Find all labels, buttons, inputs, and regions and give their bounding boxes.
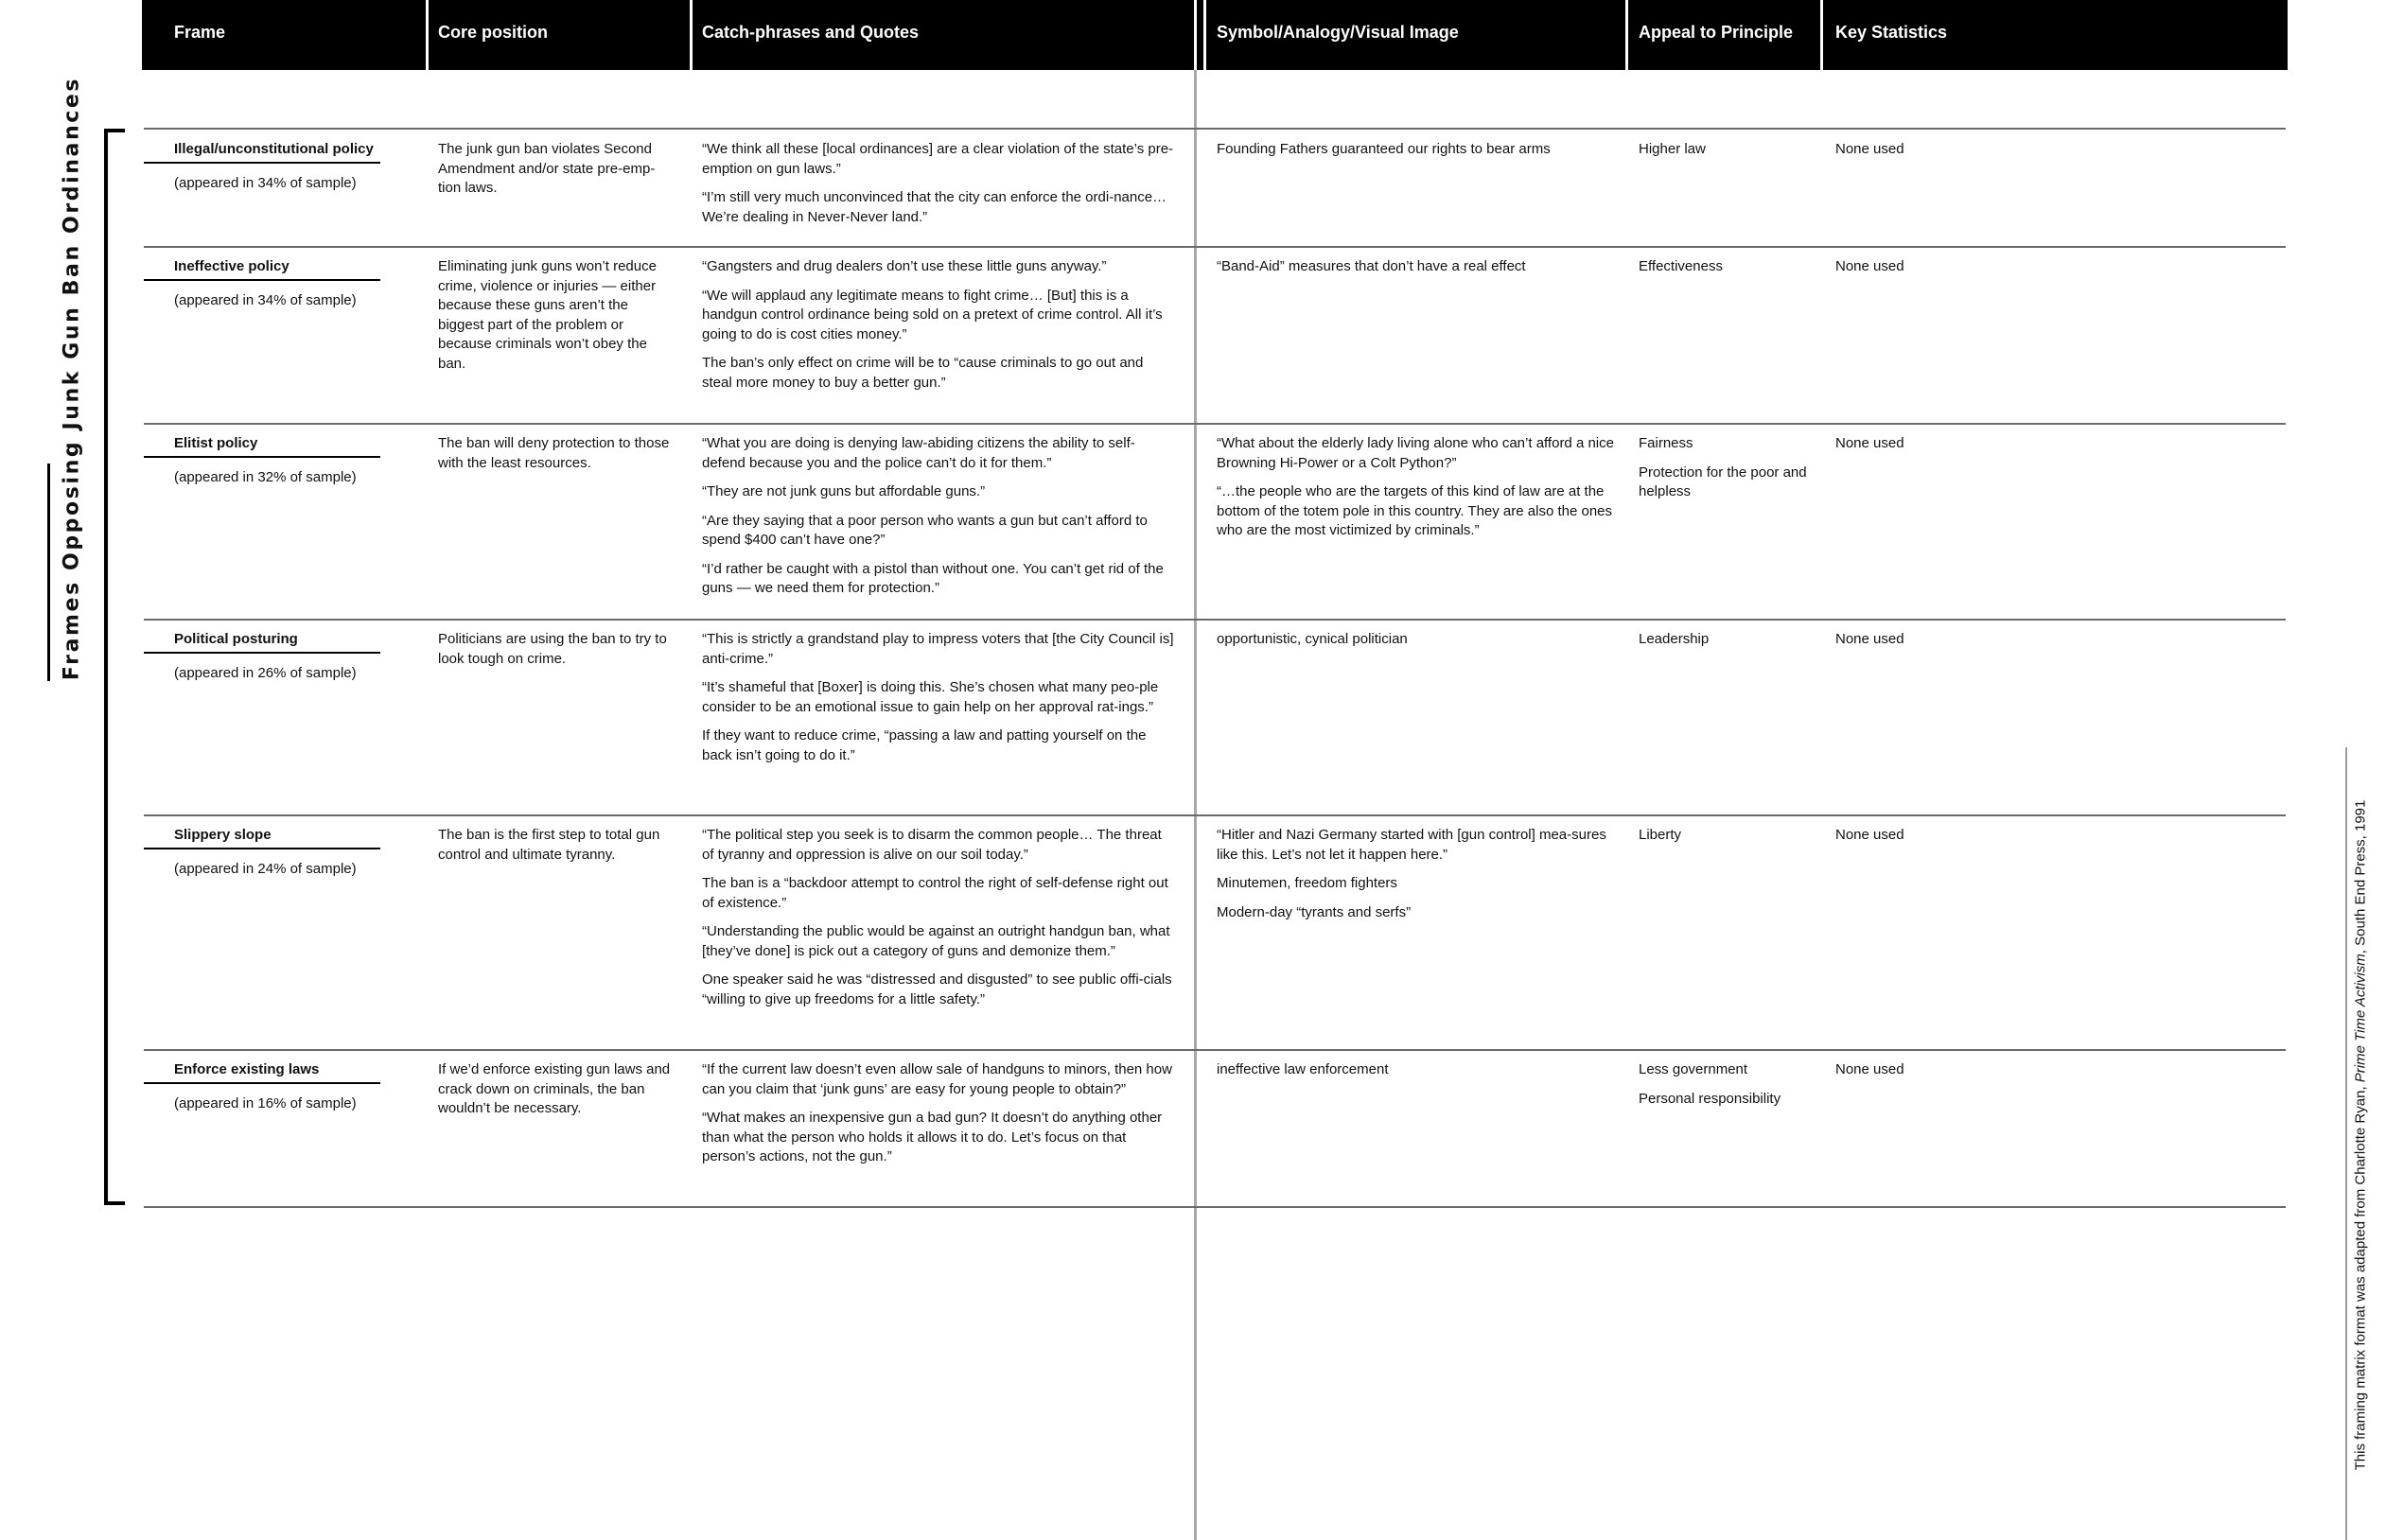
core-position-cell xyxy=(438,1060,673,1129)
symbol-item: Founding Fathers guaranteed our rights to bear arms xyxy=(1217,141,1551,157)
header-frame: Frame xyxy=(174,23,226,42)
symbol-item: “Band-Aid” measures that don’t have a real effect xyxy=(1217,258,1526,274)
frame-name: Ineffective policy xyxy=(174,258,289,274)
symbol-item: “…the people who are the targets of this kind of law are at the bottom of the totem pole in this country. They are also the ones who are the most victimized by criminals.” xyxy=(1217,483,1613,538)
symbol-item: “What about the elderly lady living alone who can’t afford a nice Browning Hi-Power or a Colt Python?” xyxy=(1217,435,1614,471)
core-position-cell xyxy=(438,630,673,678)
frame-name: Illegal/unconstitutional policy xyxy=(174,141,374,157)
statistics-cell xyxy=(1835,257,2025,287)
statistics-cell xyxy=(1835,434,2025,464)
header-principle: Appeal to Principle xyxy=(1639,23,1794,42)
frame-name: Political posturing xyxy=(174,631,298,647)
principle-item: Higher law xyxy=(1639,141,1706,157)
quotes-cell xyxy=(702,140,1175,236)
quote: “I’m still very much unconvinced that the city can enforce the ordi-nance… We’re dealing in Never-Never land.” xyxy=(702,189,1167,225)
frame-cell xyxy=(174,257,411,310)
symbol-cell xyxy=(1217,434,1614,551)
quotes-cell xyxy=(702,826,1175,1019)
row-divider xyxy=(144,128,2286,130)
statistics-cell xyxy=(1835,140,2025,169)
symbol-item: “Hitler and Nazi Germany started with [gun control] mea-sures like this. Let’s not let it happen here.” xyxy=(1217,827,1606,863)
row-divider xyxy=(144,1206,2286,1208)
statistics-value: None used xyxy=(1835,141,1904,157)
core-position-cell xyxy=(438,257,673,383)
principle-item: Less government xyxy=(1639,1061,1748,1077)
core-position-cell xyxy=(438,140,673,208)
principle-item: Liberty xyxy=(1639,827,1682,843)
frame-underline xyxy=(144,162,380,164)
principle-item: Fairness xyxy=(1639,435,1693,451)
core-position-text: The junk gun ban violates Second Amendment and/or state pre-emp-tion laws. xyxy=(438,141,656,196)
principle-cell xyxy=(1639,826,1809,855)
statistics-cell xyxy=(1835,826,2025,855)
section-bracket-bottom xyxy=(104,1201,125,1205)
principle-cell xyxy=(1639,434,1809,512)
section-bracket xyxy=(104,129,108,1205)
symbol-cell xyxy=(1217,140,1614,169)
quote: “What makes an inexpensive gun a bad gun? It doesn’t do anything other than what the person who holds it allows it to do. Let’s focus on that person’s actions, not the gun.” xyxy=(702,1110,1163,1164)
quote: The ban’s only effect on crime will be to “cause criminals to go out and steal more money to buy a better gun.” xyxy=(702,355,1144,391)
header-core-position: Core position xyxy=(438,23,548,42)
frame-underline xyxy=(144,652,380,654)
symbol-item: Modern-day “tyrants and serfs” xyxy=(1217,903,1412,920)
frame-name: Elitist policy xyxy=(174,435,258,451)
credit-text-before: This framing matrix format was adapted from Charlotte Ryan, xyxy=(2352,1082,2369,1471)
principle-cell xyxy=(1639,257,1809,287)
statistics-value: None used xyxy=(1835,631,1904,647)
quote: “It’s shameful that [Boxer] is doing this. She’s chosen what many peo-ple consider to be an emotional issue to gain help on her approval rat-ings.” xyxy=(702,679,1159,715)
quote: If they want to reduce crime, “passing a law and patting yourself on the back isn’t going to do it.” xyxy=(702,727,1147,763)
frame-underline xyxy=(144,456,380,458)
quotes-cell xyxy=(702,630,1175,775)
row-divider xyxy=(144,1049,2286,1051)
symbol-cell xyxy=(1217,257,1614,287)
quote: “They are not junk guns but affordable guns.” xyxy=(702,483,986,499)
frame-percentage: (appeared in 34% of sample) xyxy=(174,291,357,308)
symbol-item: ineffective law enforcement xyxy=(1217,1061,1389,1077)
frame-name: Slippery slope xyxy=(174,827,272,843)
symbol-cell xyxy=(1217,630,1614,659)
frame-percentage: (appeared in 16% of sample) xyxy=(174,1094,357,1111)
quote: “The political step you seek is to disarm the common people… The threat of tyranny and oppression is alive on our soil today.” xyxy=(702,827,1162,863)
frame-underline xyxy=(144,848,380,849)
frame-percentage: (appeared in 34% of sample) xyxy=(174,174,357,191)
quote: “We think all these [local ordinances] are a clear violation of the state’s pre-emption on gun laws.” xyxy=(702,141,1174,177)
header-bar xyxy=(1197,0,1203,70)
quotes-cell xyxy=(702,257,1175,402)
quote: “If the current law doesn’t even allow sale of handguns to minors, then how can you claim that ‘junk guns’ are easy for young people to obtain?” xyxy=(702,1061,1172,1097)
principle-item: Leadership xyxy=(1639,631,1710,647)
core-position-text: The ban is the first step to total gun control and ultimate tyranny. xyxy=(438,827,660,863)
row-divider xyxy=(144,246,2286,248)
principle-item: Personal responsibility xyxy=(1639,1090,1781,1107)
core-position-text: Politicians are using the ban to try to look tough on crime. xyxy=(438,631,667,667)
frame-percentage: (appeared in 24% of sample) xyxy=(174,860,357,877)
principle-item: Effectiveness xyxy=(1639,258,1723,274)
principle-cell xyxy=(1639,140,1809,169)
statistics-cell xyxy=(1835,1060,2025,1090)
statistics-value: None used xyxy=(1835,827,1904,843)
frame-underline xyxy=(144,1082,380,1084)
symbol-cell xyxy=(1217,826,1614,932)
core-position-cell xyxy=(438,434,673,482)
core-position-text: The ban will deny protection to those with the least resources. xyxy=(438,435,670,471)
credit-text xyxy=(2353,800,2369,1471)
header-statistics: Key Statistics xyxy=(1835,23,1948,42)
frame-name: Enforce existing laws xyxy=(174,1061,320,1077)
section-bracket-top xyxy=(104,129,125,132)
frame-cell xyxy=(174,630,411,683)
statistics-cell xyxy=(1835,630,2025,659)
core-position-cell xyxy=(438,826,673,874)
row-divider xyxy=(144,423,2286,425)
quotes-cell xyxy=(702,434,1175,608)
quote: One speaker said he was “distressed and disgusted” to see public offi-cials “willing to give up freedoms for a little safety.” xyxy=(702,971,1172,1007)
credit-text-italic: Prime Time Activism xyxy=(2352,954,2369,1083)
frame-cell xyxy=(174,1060,411,1113)
row-divider xyxy=(144,619,2286,621)
principle-cell xyxy=(1639,630,1809,659)
quote: “This is strictly a grandstand play to impress voters that [the City Council is] anti-crime.” xyxy=(702,631,1174,667)
statistics-value: None used xyxy=(1835,435,1904,451)
statistics-value: None used xyxy=(1835,258,1904,274)
credit-text-after: , South End Press, 1991 xyxy=(2352,799,2369,954)
frame-cell xyxy=(174,826,411,879)
quote: “Are they saying that a poor person who wants a gun but can’t afford to spend $400 can’t have one?” xyxy=(702,512,1148,548)
header-catchphrases: Catch-phrases and Quotes xyxy=(702,23,920,42)
credit-rule xyxy=(2345,747,2347,1540)
principle-cell xyxy=(1639,1060,1809,1118)
statistics-value: None used xyxy=(1835,1061,1904,1077)
frame-underline xyxy=(144,279,380,281)
side-title-text: Frames Opposing Junk Gun Ban Ordinances xyxy=(60,76,84,681)
symbol-item: Minutemen, freedom fighters xyxy=(1217,875,1397,891)
frame-cell xyxy=(174,140,411,193)
core-position-text: If we’d enforce existing gun laws and crack down on criminals, the ban wouldn’t be necessary. xyxy=(438,1061,671,1116)
quote: “Gangsters and drug dealers don’t use these little guns anyway.” xyxy=(702,258,1107,274)
quote: “Understanding the public would be against an outright handgun ban, what [they’ve done] is pick out a category of guns and demonize them.” xyxy=(702,923,1170,959)
quote: “I’d rather be caught with a pistol than without one. You can’t get rid of the guns — we need them for protection.” xyxy=(702,560,1164,596)
quotes-cell xyxy=(702,1060,1175,1177)
symbol-item: opportunistic, cynical politician xyxy=(1217,631,1408,647)
quote: “What you are doing is denying law-abiding citizens the ability to self-defend because you and the police can’t do it for them.” xyxy=(702,435,1135,471)
frame-cell xyxy=(174,434,411,487)
center-gutter xyxy=(1194,70,1197,1540)
quote: The ban is a “backdoor attempt to control the right of self-defense right out of existence.” xyxy=(702,875,1168,911)
quote: “We will applaud any legitimate means to fight crime… [But] this is a handgun control ordinance being sold on a pretext of crime control. All it’s going to do is cost cities money.” xyxy=(702,287,1163,342)
principle-item: Protection for the poor and helpless xyxy=(1639,464,1807,499)
frame-percentage: (appeared in 26% of sample) xyxy=(174,664,357,681)
header-symbol: Symbol/Analogy/Visual Image xyxy=(1217,23,1459,42)
row-divider xyxy=(144,814,2286,816)
core-position-text: Eliminating junk guns won’t reduce crime, violence or injuries — either because these guns aren’t the biggest part of the problem or because criminals won’t obey the ban. xyxy=(438,258,657,372)
side-title-dash xyxy=(47,464,50,681)
frame-percentage: (appeared in 32% of sample) xyxy=(174,468,357,485)
symbol-cell xyxy=(1217,1060,1614,1090)
